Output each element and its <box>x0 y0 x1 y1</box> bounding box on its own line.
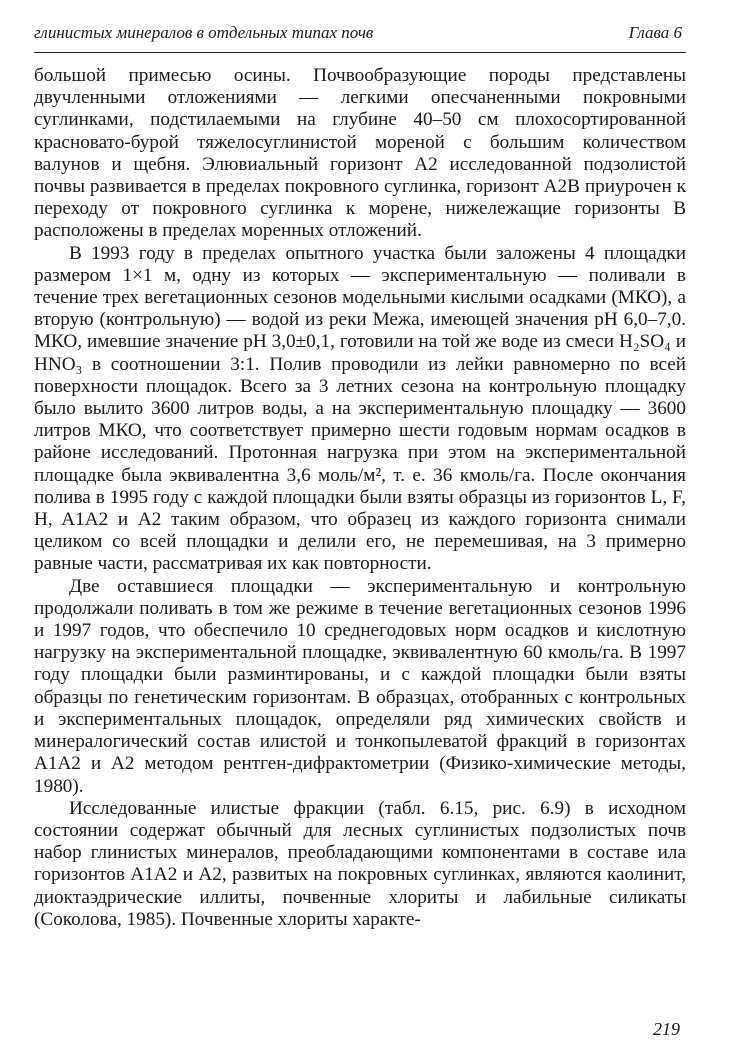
book-page <box>34 22 686 1042</box>
header-rule <box>34 52 686 53</box>
chapter-label: Глава 6 <box>628 23 682 42</box>
paragraph-experiment-setup: В 1993 году в пределах опытного участка были заложены 4 площадки размером 1×1 м, одну из которых — экспериментальную — поливали в течение трех вегетационных сезонов модельными кислыми осадками (МКО), а вторую (контрольную) — водой из реки Межа, имеющей значения pH 6,0–7,0. МКО, имевшие значение pH 3,0±0,1, готовили на той же воде из смеси H₂SO₄ и HNO₃ в соотношении 3:1. Полив проводили из лейки равномерно по всей поверхности площадок. Всего за 3 летних сезона на контрольную площадку было вылито 3600 литров воды, а на экспериментальную площадку — 3600 литров МКО, что соответствует примерно шести годовым нормам осадков в районе исследований. Протонная нагрузка при этом на экспериментальной площадке была эквивалентна 3,6 моль/м², т. е. 36 кмоль/га. После окончания полива в 1995 году с каждой площадки были взяты образцы из горизонтов L, F, H, A1A2 и A2 таким образом, что образец из каждого горизонта снимали целиком со всей площадки и делили его, не перемешивая, на 3 примерно равные части, рассматривая их как повторности. <box>34 242 686 575</box>
paragraph-continued-watering: Две оставшиеся площадки — экспериментальную и контрольную продолжали поливать в том же режиме в течение вегетационных сезонов 1996 и 1997 годов, что обеспечило 10 среднегодовых норм осадков и кислотную нагрузку на экспериментальной площадке, эквивалентную 60 кмоль/га. В 1997 году площадки были разминтированы, и с каждой площадки были взяты образцы по генетическим горизонтам. В образцах, отобранных с контрольных и экспериментальных площадок, определяли ряд химических свойств и минералогический состав илистой и тонкопылеватой фракций в горизонтах A1A2 и A2 методом рентген-дифрактометрии (Физико-химические методы, 1980). <box>34 575 686 797</box>
paragraph-continuation: большой примесью осины. Почвообразующие породы представлены двучленными отложениями — легкими опесчаненными покровными суглинками, подстилаемыми на глубине 40–50 см плохосортированной красновато-бурой тяжелосуглинистой мореной с большим количеством валунов и щебня. Элювиальный горизонт А2 исследованной подзолистой почвы развивается в пределах покровного суглинка, горизонт А2В приурочен к переходу от покровного суглинка к морене, нижележащие горизонты В расположены в пределах моренных отложений. <box>34 65 686 242</box>
body-text <box>34 65 686 931</box>
running-header <box>34 22 686 46</box>
page-number: 219 <box>653 1019 680 1039</box>
running-title: глинистых минералов в отдельных типах почв <box>34 23 374 42</box>
paragraph-clay-fractions: Исследованные илистые фракции (табл. 6.15, рис. 6.9) в исходном состоянии содержат обычный для лесных суглинистых подзолистых почв набор глинистых минералов, преобладающими компонентами в составе ила горизонтов A1A2 и A2, развитых на покровных суглинках, являются каолинит, диоктаэдрические иллиты, почвенные хлориты и лабильные силикаты (Соколова, 1985). Почвенные хлориты характе- <box>34 797 686 930</box>
